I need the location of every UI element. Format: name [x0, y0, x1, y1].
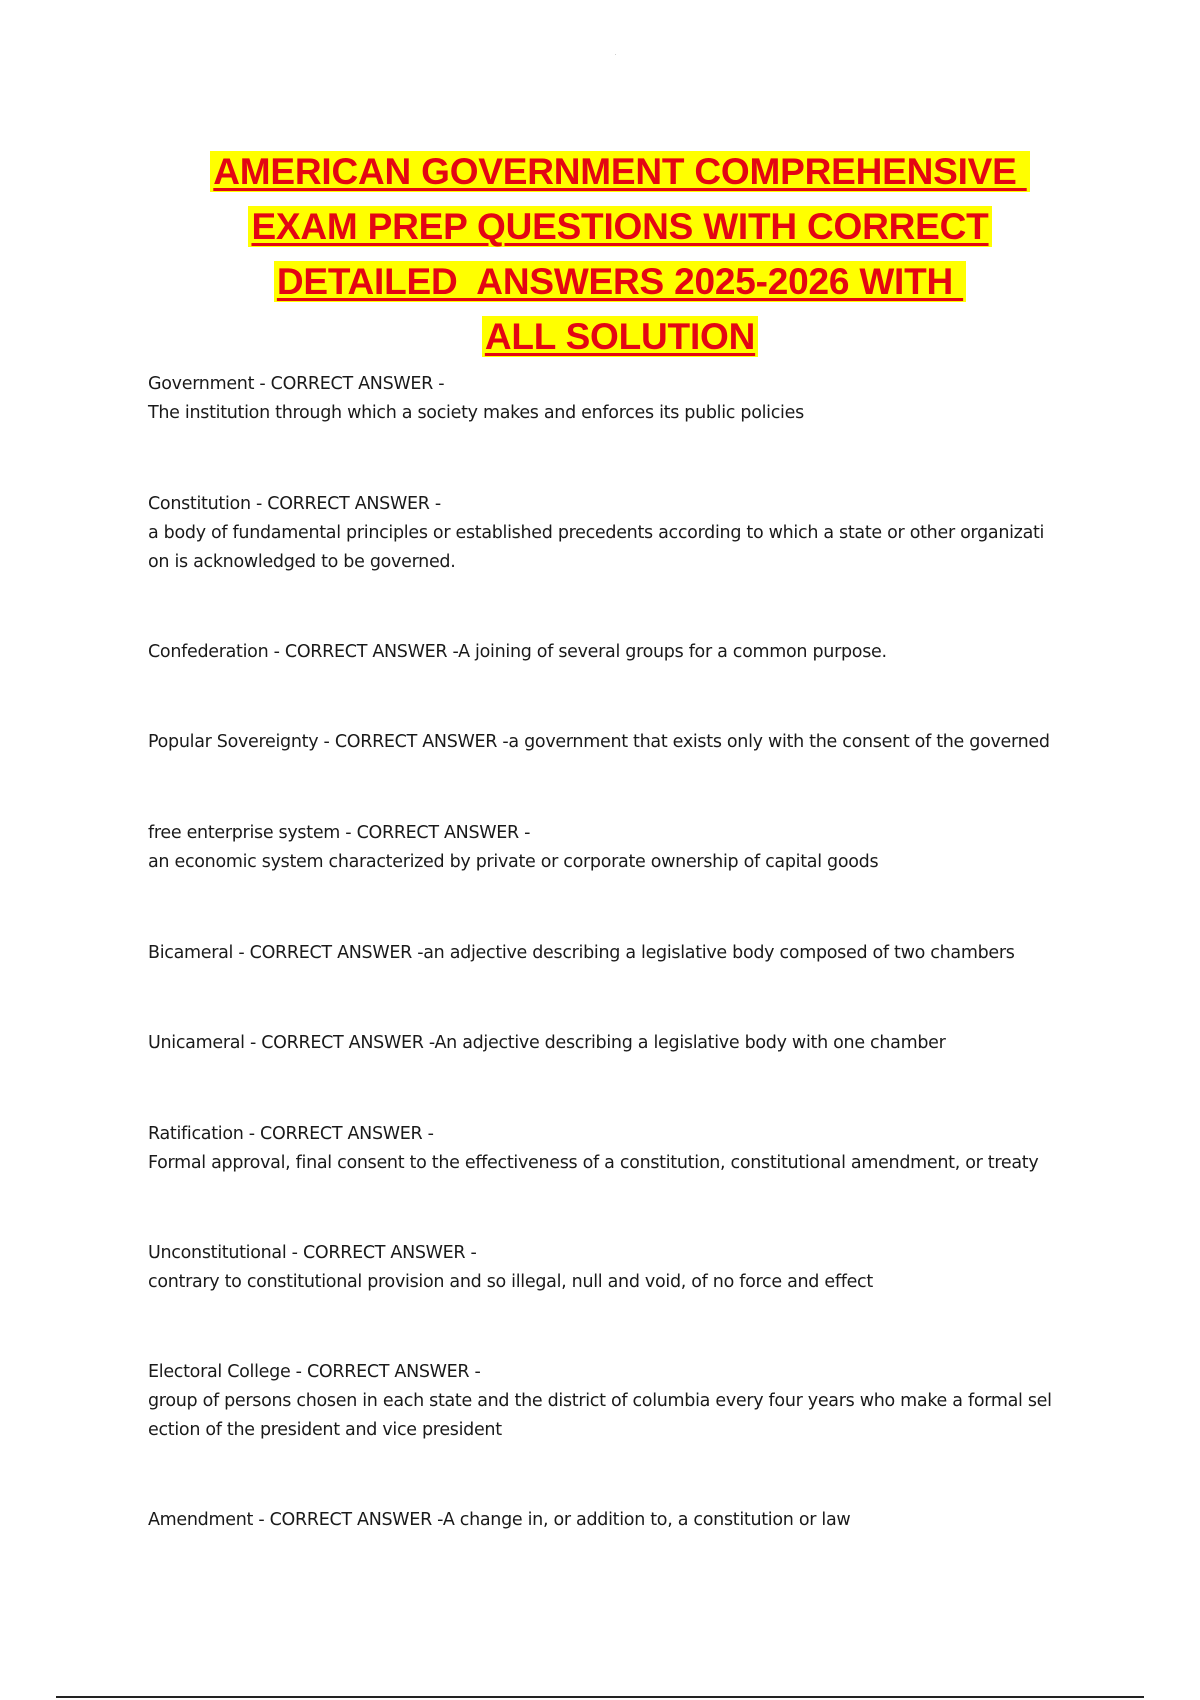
entry-term: Government - CORRECT ANSWER -: [148, 374, 445, 394]
entry-definition: a body of fundamental principles or established precedents according to which a state or other organizati: [148, 523, 1045, 543]
document-title: [150, 148, 1090, 368]
entry-inline: Confederation - CORRECT ANSWER -A joining of several groups for a common purpose.: [148, 642, 887, 662]
footer-divider: [56, 1696, 1144, 1698]
title-line-4-text: ALL SOLUTION: [482, 316, 758, 357]
entry-definition: on is acknowledged to be governed.: [148, 552, 456, 572]
entry-definition: The institution through which a society makes and enforces its public policies: [148, 403, 804, 423]
qa-entry-constitution: [148, 490, 1088, 577]
entry-definition: an economic system characterized by private or corporate ownership of capital goods: [148, 852, 879, 872]
entry-definition: group of persons chosen in each state and the district of columbia every four years who make a formal sel: [148, 1391, 1052, 1411]
qa-entry-bicameral: [148, 939, 1088, 968]
entry-inline: Popular Sovereignty - CORRECT ANSWER -a government that exists only with the consent of the governed: [148, 732, 1050, 752]
qa-entry-amendment: [148, 1506, 1088, 1535]
qa-entry-government: [148, 370, 1088, 428]
entry-term: Ratification - CORRECT ANSWER -: [148, 1124, 434, 1144]
title-line-3-text: DETAILED ANSWERS 2025-2026 WITH: [274, 261, 966, 302]
entry-inline: Unicameral - CORRECT ANSWER -An adjective describing a legislative body with one chamber: [148, 1033, 946, 1053]
qa-entry-free-enterprise: [148, 819, 1088, 877]
qa-entry-confederation: [148, 638, 1088, 667]
title-line-2-text: EXAM PREP QUESTIONS WITH CORRECT: [248, 206, 991, 247]
title-line-1: [150, 148, 1090, 203]
scan-speck: [615, 54, 616, 55]
entry-term: Unconstitutional - CORRECT ANSWER -: [148, 1243, 477, 1263]
qa-entry-unicameral: [148, 1029, 1088, 1058]
entry-term: Electoral College - CORRECT ANSWER -: [148, 1362, 481, 1382]
entry-definition: ection of the president and vice president: [148, 1420, 502, 1440]
qa-entry-ratification: [148, 1120, 1088, 1178]
qa-entry-unconstitutional: [148, 1239, 1088, 1297]
entry-term: Constitution - CORRECT ANSWER -: [148, 494, 441, 514]
entry-definition: Formal approval, final consent to the effectiveness of a constitution, constitutional amendment, or treaty: [148, 1153, 1039, 1173]
entry-inline: Bicameral - CORRECT ANSWER -an adjective describing a legislative body composed of two chambers: [148, 943, 1015, 963]
qa-entry-electoral-college: [148, 1358, 1088, 1445]
entry-definition: contrary to constitutional provision and so illegal, null and void, of no force and effect: [148, 1272, 873, 1292]
title-line-4: [150, 313, 1090, 368]
title-line-3: [150, 258, 1090, 313]
entry-term: free enterprise system - CORRECT ANSWER -: [148, 823, 531, 843]
qa-entry-popular-sovereignty: [148, 728, 1088, 757]
entry-inline: Amendment - CORRECT ANSWER -A change in, or addition to, a constitution or law: [148, 1510, 851, 1530]
title-line-2: [150, 203, 1090, 258]
title-line-1-text: AMERICAN GOVERNMENT COMPREHENSIVE: [210, 151, 1029, 192]
